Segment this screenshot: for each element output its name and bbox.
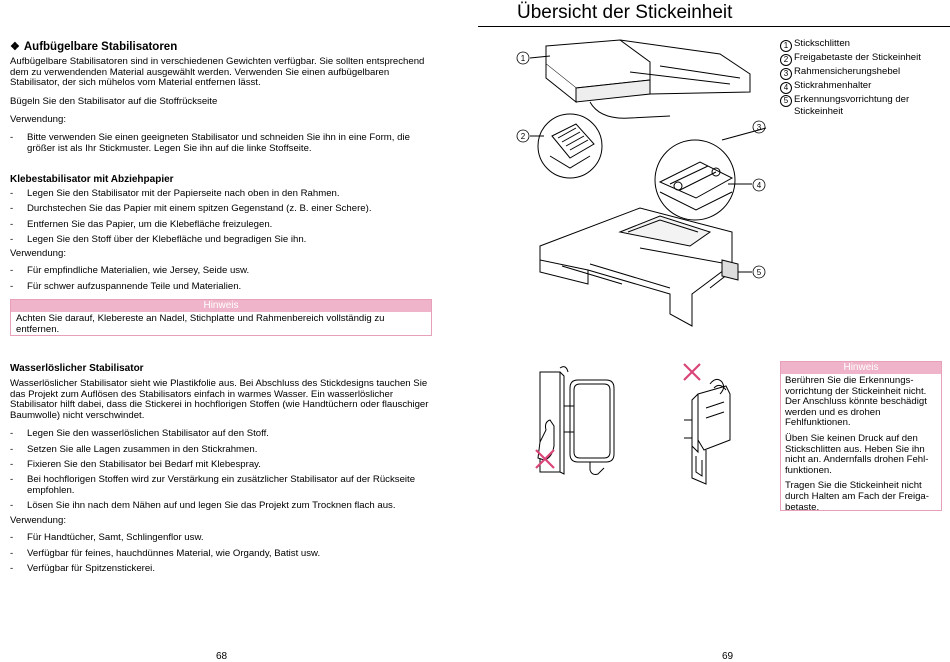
section-water-soluble xyxy=(10,363,432,575)
carry-warning-illustration xyxy=(670,360,750,490)
list-item: - Bei hochflorigen Stoffen wird zur Verstärkung ein zusätzlicher Stabilisator auf der Rückseite empfohlen. xyxy=(10,475,432,496)
usage-list xyxy=(10,533,432,575)
list-item: - Setzen Sie alle Lagen zusammen in den Stickrahmen. xyxy=(10,445,432,456)
hint-box-right xyxy=(780,361,942,511)
diamond-bullet-icon: ❖ xyxy=(10,41,20,53)
section-intro: Wasserlöslicher Stabilisator sieht wie Plastikfolie aus. Bei Abschluss des Stickdesigns tauchen Sie das Projekt zum Auflösen des Stabilisators einfach in warmes Wasser. Ein wasserlöslicher Stabilisator hilft dabei, dass die Stickerei in hochflorigen Stoffen (wie Handtüchern oder flauschiger Baumwolle) nicht verschwindet. xyxy=(10,378,429,421)
section-heading: Klebestabilisator mit Abziehpapier xyxy=(10,174,174,186)
page-title: Übersicht der Stickeinheit xyxy=(517,2,733,23)
section-iron-on xyxy=(10,40,432,154)
list-item: - Fixieren Sie den Stabilisator bei Bedarf mit Klebespray. xyxy=(10,460,432,471)
hint-paragraph: Berühren Sie die Erkennungs-vorrichtung der Stickeinheit nicht. Der Anschluss könnte beschädigt werden und es drohen Fehlfunktionen. xyxy=(785,375,927,429)
legend-item: 5 Erkennungsvorrichtung der Stickeinheit xyxy=(780,94,945,118)
usage-label: Verwendung: xyxy=(10,248,67,260)
list-item: - Legen Sie den Stoff über der Klebefläche und begradigen Sie ihn. xyxy=(10,235,432,246)
embroidery-unit-diagram xyxy=(510,32,780,332)
usage-label: Verwendung: xyxy=(10,114,67,126)
list-item: - Für Handtücher, Samt, Schlingenflor usw. xyxy=(10,533,432,544)
list-item: - Legen Sie den wasserlöslichen Stabilisator auf den Stoff. xyxy=(10,429,432,440)
callout-4: 4 xyxy=(756,181,762,190)
legend-item: 2 Freigabetaste der Stickeinheit xyxy=(780,52,945,66)
legend-item: 1 Stickschlitten xyxy=(780,38,945,52)
list-item: - Lösen Sie ihn nach dem Nähen auf und legen Sie das Projekt zum Trocknen flach aus. xyxy=(10,501,432,512)
left-column xyxy=(10,40,432,575)
title-rule xyxy=(478,26,950,27)
callout-2: 2 xyxy=(520,132,526,141)
steps-list xyxy=(10,189,432,245)
page-number-right: 69 xyxy=(722,651,734,662)
hint-paragraph: Üben Sie keinen Druck auf den Stickschlitten aus. Heben Sie ihn nicht an. Andernfalls drohen Fehl-funktionen. xyxy=(785,432,929,476)
instruction: Bügeln Sie den Stabilisator auf die Stoffrückseite xyxy=(10,95,218,107)
usage-label: Verwendung: xyxy=(10,515,67,527)
section-heading: Wasserlöslicher Stabilisator xyxy=(10,363,144,375)
section-adhesive xyxy=(10,174,432,336)
hint-box xyxy=(10,299,432,336)
section-intro: Aufbügelbare Stabilisatoren sind in verschiedenen Gewichten verfügbar. Sie sollten entsprechend dem zu verwendenden Material ausgewählt werden. Verwenden Sie einen aufbügelbaren Stabilisator, der sich mühelos vom Material entfernen lässt. xyxy=(10,56,425,89)
list-item: - Verfügbar für Spitzenstickerei. xyxy=(10,564,432,575)
usage-list xyxy=(10,133,432,154)
list-item: - Für empfindliche Materialien, wie Jersey, Seide usw. xyxy=(10,266,432,277)
list-item: - Durchstechen Sie das Papier mit einem spitzen Gegenstand (z. B. einer Schere). xyxy=(10,204,432,215)
list-item: - Verfügbar für feines, hauchdünnes Material, wie Organdy, Batist usw. xyxy=(10,549,432,560)
callout-5: 5 xyxy=(756,268,762,277)
page-number-left: 68 xyxy=(216,651,228,662)
section-heading: ❖ Aufbügelbare Stabilisatoren xyxy=(10,41,178,53)
hint-text: Achten Sie darauf, Klebereste an Nadel, Stichplatte und Rahmenbereich vollständig zu entfernen. xyxy=(16,313,385,335)
legend-item: 3 Rahmensicherungshebel xyxy=(780,66,945,80)
hint-title: Hinweis xyxy=(781,362,941,374)
list-item: - Für schwer aufzuspannende Teile und Materialien. xyxy=(10,282,432,293)
usage-list xyxy=(10,266,432,292)
steps-list xyxy=(10,429,432,511)
list-item: - Legen Sie den Stabilisator mit der Papierseite nach oben in den Rahmen. xyxy=(10,189,432,200)
list-item: - Bitte verwenden Sie einen geeigneten Stabilisator und schneiden Sie ihn in eine Form, die größer ist als Ihr Stickmuster. Legen Sie ihn auf die linke Stoffseite. xyxy=(10,133,432,154)
hint-title: Hinweis xyxy=(11,300,431,312)
parts-legend xyxy=(780,38,945,118)
hint-paragraph: Tragen Sie die Stickeinheit nicht durch Halten am Fach der Freiga-betaste. xyxy=(785,480,929,513)
callout-1: 1 xyxy=(520,54,526,63)
legend-item: 4 Stickrahmenhalter xyxy=(780,80,945,94)
callout-3: 3 xyxy=(756,123,762,132)
cross-mark-icon xyxy=(684,364,700,380)
list-item: - Entfernen Sie das Papier, um die Klebefläche freizulegen. xyxy=(10,220,432,231)
hand-warning-illustration xyxy=(530,362,630,482)
